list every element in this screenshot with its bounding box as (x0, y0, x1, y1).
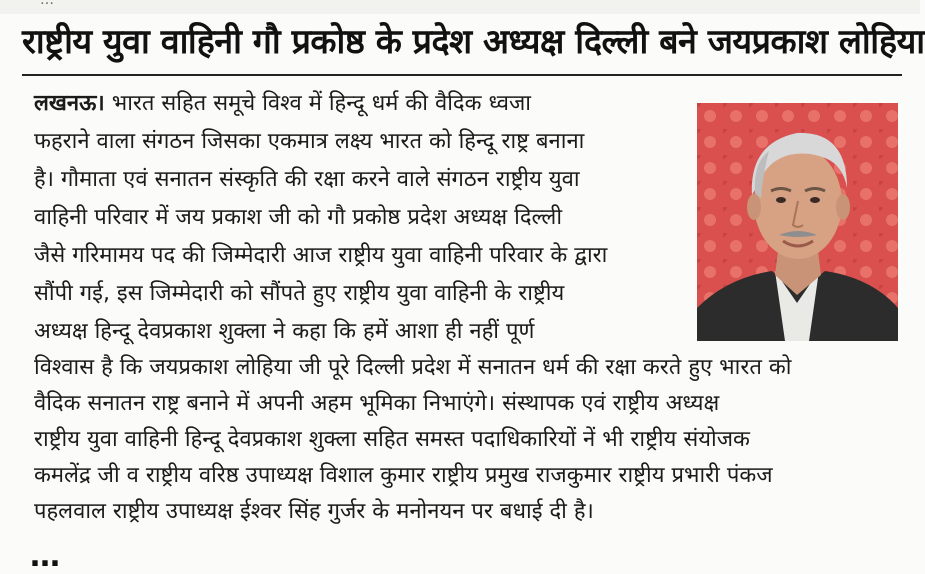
article-line: जैसे गरिमामय पद की जिम्मेदारी आज राष्ट्रीय युवा वाहिनी परिवार के द्वारा (34, 243, 608, 268)
dateline: लखनऊ। (34, 91, 105, 116)
article-line: सौंपी गई, इस जिम्मेदारी को सौंपते हुए राष्ट्रीय युवा वाहिनी के राष्ट्रीय (34, 281, 565, 306)
article-first-line-text: भारत सहित समूचे विश्व में हिन्दू धर्म की वैदिक ध्वजा (111, 91, 532, 116)
clipped-text-fragment: … (40, 0, 54, 8)
article-line: राष्ट्रीय युवा वाहिनी हिन्दू देवप्रकाश शुक्ला सहित समस्त पदाधिकारियों नें भी राष्ट्रीय संयोजक (34, 427, 750, 452)
article-headline: राष्ट्रीय युवा वाहिनी गौ प्रकोष्ठ के प्रदेश अध्यक्ष दिल्ली बने जयप्रकाश लोहिया (22, 22, 925, 62)
headline-divider (22, 74, 902, 76)
clipped-text-fragment: … (30, 539, 60, 574)
article-line: कमलेंद्र जी व राष्ट्रीय वरिष्ठ उपाध्यक्ष विशाल कुमार राष्ट्रीय प्रमुख राजकुमार राष्ट्रीय प्रभारी पंकज (34, 463, 773, 488)
portrait-photo (697, 103, 898, 341)
article-line: अध्यक्ष हिन्दू देवप्रकाश शुक्ला ने कहा कि हमें आशा ही नहीं पूर्ण (34, 319, 535, 344)
article-line: है। गौमाता एवं सनातन संस्कृति की रक्षा करने वाले संगठन राष्ट्रीय युवा (34, 167, 580, 192)
article-line: पहलवाल राष्ट्रीय उपाध्यक्ष ईश्वर सिंह गुर्जर के मनोनयन पर बधाई दी है। (34, 499, 594, 524)
article-line: फहराने वाला संगठन जिसका एकमात्र लक्ष्य भारत को हिन्दू राष्ट्र बनाना (34, 129, 585, 154)
article-line (34, 87, 684, 121)
article-line: विश्वास है कि जयप्रकाश लोहिया जी पूरे दिल्ली प्रदेश में सनातन धर्म की रक्षा करते हुए भारत को (34, 355, 792, 380)
article-line: वैदिक सनातन राष्ट्र बनाने में अपनी अहम भूमिका निभाएंगे। संस्थापक एवं राष्ट्रीय अध्यक्ष (34, 391, 720, 416)
article-line: वाहिनी परिवार में जय प्रकाश जी को गौ प्रकोष्ठ प्रदेश अध्यक्ष दिल्ली (34, 205, 563, 230)
clipped-next-headline (0, 539, 920, 574)
clipped-previous-headline (0, 0, 920, 14)
